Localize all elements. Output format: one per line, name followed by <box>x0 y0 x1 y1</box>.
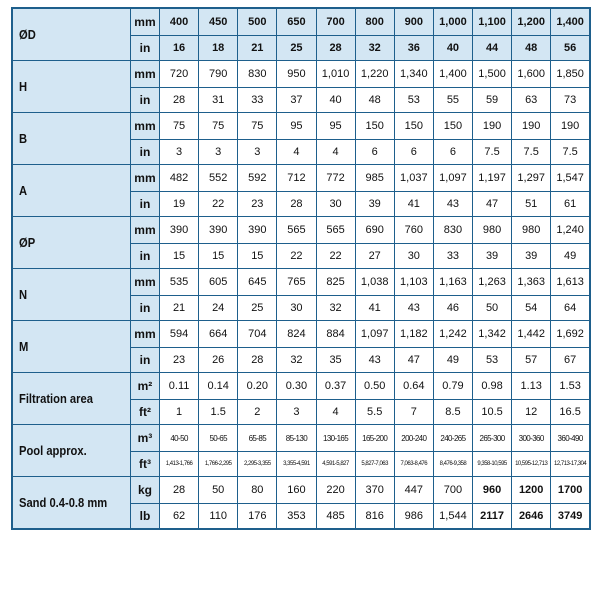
value-cell: 160 <box>277 477 316 504</box>
unit-in: in <box>130 296 159 321</box>
value-cell: 190 <box>551 113 590 140</box>
pool-unit-2: ft³ <box>130 452 159 477</box>
value-cell: 552 <box>199 165 238 192</box>
value-cell: 43 <box>433 192 472 217</box>
table-row-4-mm <box>12 269 590 296</box>
value-cell: 75 <box>238 113 277 140</box>
value-cell: 1,220 <box>355 61 394 88</box>
value-cell: 1,442 <box>512 321 551 348</box>
size-in-cell: 40 <box>433 36 472 61</box>
value-cell: 8.5 <box>433 400 472 425</box>
value-cell: 4 <box>316 400 355 425</box>
value-cell: 190 <box>512 113 551 140</box>
sand-label-text: Sand 0.4-0.8 mm <box>19 495 108 510</box>
value-cell: 33 <box>433 244 472 269</box>
value-cell: 1,413-1,766 <box>160 452 199 477</box>
value-cell: 12 <box>512 400 551 425</box>
value-cell: 2 <box>238 400 277 425</box>
unit-in: in <box>130 348 159 373</box>
value-cell: 300-360 <box>512 425 551 452</box>
param-diameter-text: ØD <box>19 27 36 42</box>
size-in-cell: 32 <box>355 36 394 61</box>
value-cell: 1.53 <box>551 373 590 400</box>
value-cell: 7,063-8,476 <box>394 452 433 477</box>
size-mm-cell: 900 <box>394 8 433 36</box>
value-cell: 30 <box>316 192 355 217</box>
value-cell: 950 <box>277 61 316 88</box>
param-label-text: H <box>19 79 28 94</box>
value-cell: 390 <box>238 217 277 244</box>
value-cell: 64 <box>551 296 590 321</box>
value-cell: 3749 <box>551 504 590 530</box>
value-cell: 4,591-5,827 <box>316 452 355 477</box>
value-cell: 565 <box>277 217 316 244</box>
value-cell: 353 <box>277 504 316 530</box>
value-cell: 0.50 <box>355 373 394 400</box>
value-cell: 61 <box>551 192 590 217</box>
value-cell: 8,476-9,358 <box>433 452 472 477</box>
value-cell: 712 <box>277 165 316 192</box>
value-cell: 1,363 <box>512 269 551 296</box>
size-mm-cell: 700 <box>316 8 355 36</box>
value-cell: 7.5 <box>512 140 551 165</box>
value-cell: 22 <box>199 192 238 217</box>
value-cell: 67 <box>551 348 590 373</box>
unit-mm: mm <box>130 269 159 296</box>
value-cell: 1,240 <box>551 217 590 244</box>
value-cell: 830 <box>238 61 277 88</box>
value-cell: 75 <box>160 113 199 140</box>
value-cell: 30 <box>277 296 316 321</box>
value-cell: 32 <box>316 296 355 321</box>
value-cell: 447 <box>394 477 433 504</box>
value-cell: 700 <box>433 477 472 504</box>
value-cell: 10.5 <box>473 400 512 425</box>
value-cell: 65-85 <box>238 425 277 452</box>
size-mm-cell: 1,200 <box>512 8 551 36</box>
value-cell: 95 <box>316 113 355 140</box>
value-cell: 48 <box>355 88 394 113</box>
unit-in: in <box>130 140 159 165</box>
param-label <box>12 61 130 113</box>
value-cell: 960 <box>473 477 512 504</box>
value-cell: 51 <box>512 192 551 217</box>
unit-mm: mm <box>130 61 159 88</box>
value-cell: 1,692 <box>551 321 590 348</box>
value-cell: 0.98 <box>473 373 512 400</box>
value-cell: 55 <box>433 88 472 113</box>
value-cell: 0.64 <box>394 373 433 400</box>
pool-label-text: Pool approx. <box>19 443 87 458</box>
value-cell: 1,850 <box>551 61 590 88</box>
value-cell: 0.30 <box>277 373 316 400</box>
value-cell: 26 <box>199 348 238 373</box>
value-cell: 22 <box>277 244 316 269</box>
value-cell: 772 <box>316 165 355 192</box>
value-cell: 1,097 <box>433 165 472 192</box>
unit-mm: mm <box>130 165 159 192</box>
filtration-unit-1: m² <box>130 373 159 400</box>
table-row-1-mm <box>12 113 590 140</box>
param-label-text: ØP <box>19 235 36 250</box>
value-cell: 47 <box>394 348 433 373</box>
value-cell: 1,340 <box>394 61 433 88</box>
value-cell: 594 <box>160 321 199 348</box>
value-cell: 37 <box>277 88 316 113</box>
value-cell: 130-165 <box>316 425 355 452</box>
value-cell: 0.11 <box>160 373 199 400</box>
value-cell: 4 <box>277 140 316 165</box>
value-cell: 884 <box>316 321 355 348</box>
value-cell: 1200 <box>512 477 551 504</box>
value-cell: 1 <box>160 400 199 425</box>
size-mm-cell: 400 <box>160 8 199 36</box>
value-cell: 35 <box>316 348 355 373</box>
size-in-cell: 28 <box>316 36 355 61</box>
value-cell: 360-490 <box>551 425 590 452</box>
value-cell: 1.13 <box>512 373 551 400</box>
size-in-cell: 56 <box>551 36 590 61</box>
value-cell: 50-65 <box>199 425 238 452</box>
value-cell: 43 <box>355 348 394 373</box>
filtration-row-1 <box>12 373 590 400</box>
filtration-label <box>12 373 130 425</box>
value-cell: 690 <box>355 217 394 244</box>
value-cell: 5.5 <box>355 400 394 425</box>
value-cell: 704 <box>238 321 277 348</box>
value-cell: 220 <box>316 477 355 504</box>
value-cell: 790 <box>199 61 238 88</box>
unit-mm: mm <box>130 321 159 348</box>
value-cell: 2117 <box>473 504 512 530</box>
param-label <box>12 321 130 373</box>
value-cell: 46 <box>433 296 472 321</box>
size-mm-cell: 500 <box>238 8 277 36</box>
value-cell: 63 <box>512 88 551 113</box>
value-cell: 0.14 <box>199 373 238 400</box>
value-cell: 28 <box>238 348 277 373</box>
param-label-text: A <box>19 183 28 198</box>
value-cell: 390 <box>199 217 238 244</box>
value-cell: 985 <box>355 165 394 192</box>
value-cell: 176 <box>238 504 277 530</box>
value-cell: 825 <box>316 269 355 296</box>
value-cell: 986 <box>394 504 433 530</box>
unit-mm: mm <box>130 217 159 244</box>
value-cell: 265-300 <box>473 425 512 452</box>
value-cell: 33 <box>238 88 277 113</box>
value-cell: 19 <box>160 192 199 217</box>
value-cell: 41 <box>394 192 433 217</box>
size-in-cell: 18 <box>199 36 238 61</box>
value-cell: 200-240 <box>394 425 433 452</box>
sand-label <box>12 477 130 530</box>
value-cell: 6 <box>433 140 472 165</box>
value-cell: 1,263 <box>473 269 512 296</box>
value-cell: 23 <box>238 192 277 217</box>
sand-unit-2: lb <box>130 504 159 530</box>
value-cell: 1,010 <box>316 61 355 88</box>
dimensions-table <box>11 7 591 530</box>
value-cell: 1,038 <box>355 269 394 296</box>
value-cell: 62 <box>160 504 199 530</box>
size-in-cell: 25 <box>277 36 316 61</box>
value-cell: 1,613 <box>551 269 590 296</box>
size-mm-cell: 1,400 <box>551 8 590 36</box>
size-mm-cell: 1,000 <box>433 8 472 36</box>
value-cell: 3 <box>199 140 238 165</box>
value-cell: 95 <box>277 113 316 140</box>
param-label-text: M <box>19 339 29 354</box>
value-cell: 2646 <box>512 504 551 530</box>
value-cell: 1,103 <box>394 269 433 296</box>
value-cell: 28 <box>160 88 199 113</box>
size-in-cell: 16 <box>160 36 199 61</box>
value-cell: 605 <box>199 269 238 296</box>
value-cell: 39 <box>512 244 551 269</box>
value-cell: 59 <box>473 88 512 113</box>
value-cell: 9,358-10,595 <box>473 452 512 477</box>
value-cell: 1,600 <box>512 61 551 88</box>
pool-unit-1: m³ <box>130 425 159 452</box>
value-cell: 485 <box>316 504 355 530</box>
value-cell: 85-130 <box>277 425 316 452</box>
value-cell: 765 <box>277 269 316 296</box>
value-cell: 47 <box>473 192 512 217</box>
size-in-cell: 48 <box>512 36 551 61</box>
sand-unit-1: kg <box>130 477 159 504</box>
value-cell: 25 <box>238 296 277 321</box>
value-cell: 1,242 <box>433 321 472 348</box>
unit-in: in <box>130 244 159 269</box>
value-cell: 370 <box>355 477 394 504</box>
value-cell: 3 <box>277 400 316 425</box>
value-cell: 73 <box>551 88 590 113</box>
value-cell: 21 <box>160 296 199 321</box>
table-row-3-mm <box>12 217 590 244</box>
value-cell: 240-265 <box>433 425 472 452</box>
value-cell: 53 <box>394 88 433 113</box>
value-cell: 57 <box>512 348 551 373</box>
filtration-label-text: Filtration area <box>19 391 93 406</box>
value-cell: 15 <box>199 244 238 269</box>
table-row-2-mm <box>12 165 590 192</box>
value-cell: 40-50 <box>160 425 199 452</box>
value-cell: 565 <box>316 217 355 244</box>
value-cell: 28 <box>277 192 316 217</box>
value-cell: 7 <box>394 400 433 425</box>
size-in-cell: 44 <box>473 36 512 61</box>
value-cell: 3 <box>238 140 277 165</box>
value-cell: 41 <box>355 296 394 321</box>
value-cell: 390 <box>160 217 199 244</box>
value-cell: 31 <box>199 88 238 113</box>
value-cell: 980 <box>512 217 551 244</box>
value-cell: 150 <box>355 113 394 140</box>
unit-in: in <box>130 192 159 217</box>
param-label <box>12 113 130 165</box>
value-cell: 6 <box>355 140 394 165</box>
table-row-5-mm <box>12 321 590 348</box>
value-cell: 760 <box>394 217 433 244</box>
value-cell: 2,295-3,355 <box>238 452 277 477</box>
value-cell: 482 <box>160 165 199 192</box>
size-mm-cell: 800 <box>355 8 394 36</box>
value-cell: 3 <box>160 140 199 165</box>
value-cell: 1.5 <box>199 400 238 425</box>
value-cell: 50 <box>473 296 512 321</box>
value-cell: 1,547 <box>551 165 590 192</box>
spec-sheet <box>11 7 591 530</box>
value-cell: 24 <box>199 296 238 321</box>
value-cell: 75 <box>199 113 238 140</box>
value-cell: 190 <box>473 113 512 140</box>
filtration-unit-2: ft² <box>130 400 159 425</box>
value-cell: 23 <box>160 348 199 373</box>
value-cell: 7.5 <box>551 140 590 165</box>
value-cell: 6 <box>394 140 433 165</box>
value-cell: 15 <box>238 244 277 269</box>
value-cell: 49 <box>433 348 472 373</box>
value-cell: 32 <box>277 348 316 373</box>
value-cell: 720 <box>160 61 199 88</box>
value-cell: 0.20 <box>238 373 277 400</box>
size-in-cell: 21 <box>238 36 277 61</box>
size-mm-cell: 1,100 <box>473 8 512 36</box>
value-cell: 0.37 <box>316 373 355 400</box>
value-cell: 39 <box>355 192 394 217</box>
size-in-cell: 36 <box>394 36 433 61</box>
value-cell: 1700 <box>551 477 590 504</box>
value-cell: 1,297 <box>512 165 551 192</box>
param-label <box>12 269 130 321</box>
value-cell: 15 <box>160 244 199 269</box>
value-cell: 1,182 <box>394 321 433 348</box>
value-cell: 27 <box>355 244 394 269</box>
value-cell: 12,713-17,304 <box>551 452 590 477</box>
value-cell: 5,827-7,063 <box>355 452 394 477</box>
param-label-text: B <box>19 131 28 146</box>
value-cell: 1,766-2,295 <box>199 452 238 477</box>
value-cell: 824 <box>277 321 316 348</box>
param-label-text: N <box>19 287 28 302</box>
value-cell: 49 <box>551 244 590 269</box>
value-cell: 43 <box>394 296 433 321</box>
param-label <box>12 165 130 217</box>
value-cell: 16.5 <box>551 400 590 425</box>
value-cell: 150 <box>433 113 472 140</box>
value-cell: 7.5 <box>473 140 512 165</box>
value-cell: 54 <box>512 296 551 321</box>
value-cell: 535 <box>160 269 199 296</box>
sand-row-1 <box>12 477 590 504</box>
unit-mm: mm <box>130 113 159 140</box>
value-cell: 165-200 <box>355 425 394 452</box>
value-cell: 1,097 <box>355 321 394 348</box>
size-mm-cell: 450 <box>199 8 238 36</box>
value-cell: 10,595-12,713 <box>512 452 551 477</box>
value-cell: 150 <box>394 113 433 140</box>
pool-row-1 <box>12 425 590 452</box>
value-cell: 40 <box>316 88 355 113</box>
value-cell: 50 <box>199 477 238 504</box>
value-cell: 980 <box>473 217 512 244</box>
value-cell: 830 <box>433 217 472 244</box>
value-cell: 30 <box>394 244 433 269</box>
value-cell: 28 <box>160 477 199 504</box>
unit-mm: mm <box>130 8 159 36</box>
unit-in: in <box>130 36 159 61</box>
value-cell: 1,037 <box>394 165 433 192</box>
pool-label <box>12 425 130 477</box>
value-cell: 22 <box>316 244 355 269</box>
value-cell: 645 <box>238 269 277 296</box>
value-cell: 664 <box>199 321 238 348</box>
unit-in: in <box>130 88 159 113</box>
value-cell: 1,163 <box>433 269 472 296</box>
value-cell: 1,342 <box>473 321 512 348</box>
value-cell: 4 <box>316 140 355 165</box>
value-cell: 3,355-4,591 <box>277 452 316 477</box>
value-cell: 53 <box>473 348 512 373</box>
param-diameter <box>12 8 130 61</box>
value-cell: 1,197 <box>473 165 512 192</box>
param-label <box>12 217 130 269</box>
value-cell: 110 <box>199 504 238 530</box>
value-cell: 1,500 <box>473 61 512 88</box>
value-cell: 1,400 <box>433 61 472 88</box>
value-cell: 816 <box>355 504 394 530</box>
size-mm-cell: 650 <box>277 8 316 36</box>
value-cell: 80 <box>238 477 277 504</box>
value-cell: 0.79 <box>433 373 472 400</box>
table-row-0-mm <box>12 61 590 88</box>
value-cell: 592 <box>238 165 277 192</box>
value-cell: 39 <box>473 244 512 269</box>
header-row-mm <box>12 8 590 36</box>
value-cell: 1,544 <box>433 504 472 530</box>
